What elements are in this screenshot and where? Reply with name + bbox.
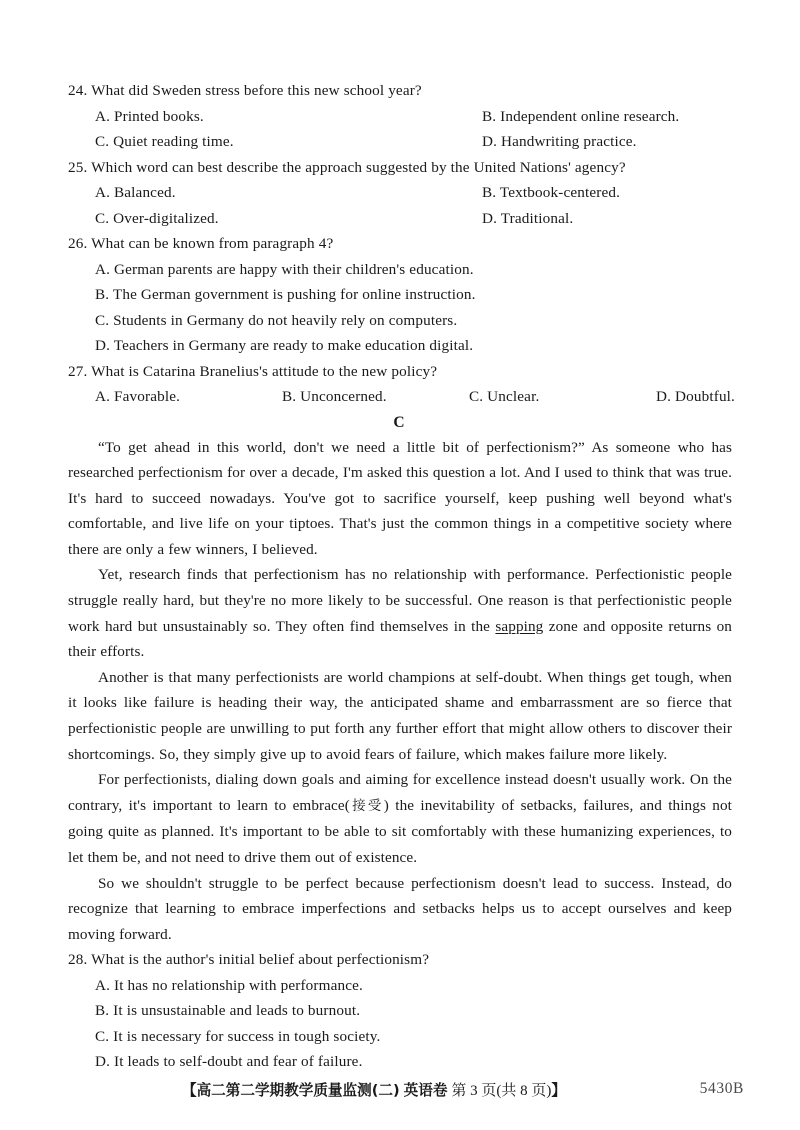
footer-exam-title: 高二第二学期教学质量监测(二) (196, 1082, 400, 1099)
question-24-option-a[interactable]: A. Printed books. (95, 107, 204, 125)
footer-center-text (0, 1079, 800, 1103)
footer-paper-code: 5430B (699, 1080, 744, 1097)
question-27-option-c[interactable]: C. Unclear. (469, 388, 540, 405)
question-27-option-b[interactable]: B. Unconcerned. (282, 388, 387, 405)
passage-chinese-gloss: 接受 (349, 797, 384, 814)
passage-p2-text-after: zone and opposite returns on their efforts. (68, 617, 733, 661)
reading-passage (68, 435, 732, 948)
passage-p3-text: Another is that many perfectionists are world champions at self-doubt. When things get tough, when it looks like failure is heading their way, the anticipated shame and embarrassment are so fierce that perfectionistic people are unwilling to put forth any further effort that might allow others to discover their shortcomings. So, they simply give up to avoid fears of failure, which makes failure more likely. (68, 668, 732, 763)
question-27-option-a[interactable]: A. Favorable. (95, 388, 181, 405)
question-28-option-c[interactable]: C. It is necessary for success in tough society. (95, 1027, 381, 1045)
footer-bracket-close: 】 (551, 1082, 567, 1099)
question-24 (68, 78, 732, 155)
question-26-option-a[interactable]: A. German parents are happy with their children's education. (95, 260, 474, 278)
question-24-options-row-1 (68, 104, 732, 130)
question-26-option-c[interactable]: C. Students in Germany do not heavily rely on computers. (95, 311, 458, 329)
question-26-options (68, 257, 732, 359)
question-26-option-d[interactable]: D. Teachers in Germany are ready to make education digital. (95, 337, 474, 354)
question-27 (68, 359, 735, 410)
question-28-options (68, 973, 732, 1075)
footer-paper-name: 英语卷 (403, 1082, 448, 1099)
question-25-options-row-2 (68, 206, 732, 232)
question-24-option-b[interactable]: B. Independent online research. (482, 107, 680, 125)
question-26 (68, 231, 732, 359)
question-25-option-a[interactable]: A. Balanced. (95, 184, 176, 201)
passage-paragraph-4 (68, 767, 732, 870)
question-25-stem: 25. Which word can best describe the approach suggested by the United Nations' agency? (68, 158, 626, 176)
passage-underlined-word: sapping (495, 617, 544, 635)
question-25-option-d[interactable]: D. Traditional. (482, 209, 574, 227)
question-27-stem: 27. What is Catarina Branelius's attitude to the new policy? (68, 362, 438, 380)
passage-paragraph-1 (68, 435, 732, 563)
passage-p4-text-before: For perfectionists, dialing down goals and aiming for excellence instead doesn't usually work. On the contrary, it's important to learn to embrace( (68, 771, 732, 814)
passage-paragraph-3 (68, 665, 732, 767)
question-27-options-row (68, 384, 735, 410)
question-25-option-b[interactable]: B. Textbook-centered. (482, 184, 621, 201)
question-24-stem: 24. What did Sweden stress before this new school year? (68, 82, 422, 99)
question-24-option-d[interactable]: D. Handwriting practice. (482, 133, 637, 150)
question-24-options-row-2 (68, 129, 732, 155)
passage-section-label: C (393, 413, 405, 431)
question-28 (68, 947, 732, 1075)
question-25 (68, 155, 732, 232)
passage-p5-text: So we shouldn't struggle to be perfect because perfectionism doesn't lead to success. Instead, do recognize that learning to embrace imperfections and setbacks helps us to accept ourselves and keep moving forward. (68, 874, 732, 943)
footer-bracket-open: 【 (181, 1082, 197, 1099)
question-28-option-a[interactable]: A. It has no relationship with performance. (95, 976, 363, 994)
question-28-option-b[interactable]: B. It is unsustainable and leads to burnout. (95, 1002, 361, 1020)
passage-paragraph-5 (68, 871, 732, 948)
question-25-option-c[interactable]: C. Over-digitalized. (95, 209, 219, 227)
question-26-option-b[interactable]: B. The German government is pushing for online instruction. (95, 286, 476, 303)
question-26-stem: 26. What can be known from paragraph 4? (68, 235, 334, 252)
question-27-option-d[interactable]: D. Doubtful. (656, 388, 735, 405)
page-content (68, 78, 735, 1075)
passage-p4-text-after: ) the inevitability of setbacks, failures, and things not going quite as planned. It's important to be able to sit comfortably with these humanizing experiences, to let them be, and not need to drive them out of existence. (68, 796, 732, 866)
passage-p2-text-before: Yet, research finds that perfectionism has no relationship with performance. Perfectionistic people struggle really hard, but they're no more likely to be successful. One reason is that perfectionistic people work hard but unsustainably so. They often find themselves in the (68, 566, 732, 635)
question-28-option-d[interactable]: D. It leads to self-doubt and fear of failure. (95, 1053, 363, 1071)
page-footer (0, 1079, 800, 1109)
question-25-options-row-1 (68, 180, 732, 206)
question-24-option-c[interactable]: C. Quiet reading time. (95, 133, 234, 150)
passage-paragraph-2 (68, 562, 732, 664)
passage-p1-text: “To get ahead in this world, don't we need a little bit of perfectionism?” As someone who has researched perfectionism for over a decade, I'm asked this question a lot. And I used to think that was true. It's hard to succeed nowadays. You've got to sacrifice yourself, keep pushing well beyond what's comfortable, and live life on your tiptoes. That's just the common things in a competitive society where there are only a few winners, I believed. (68, 438, 732, 558)
footer-page-info: 第 3 页(共 8 页) (451, 1083, 552, 1099)
question-28-stem: 28. What is the author's initial belief about perfectionism? (68, 951, 430, 969)
